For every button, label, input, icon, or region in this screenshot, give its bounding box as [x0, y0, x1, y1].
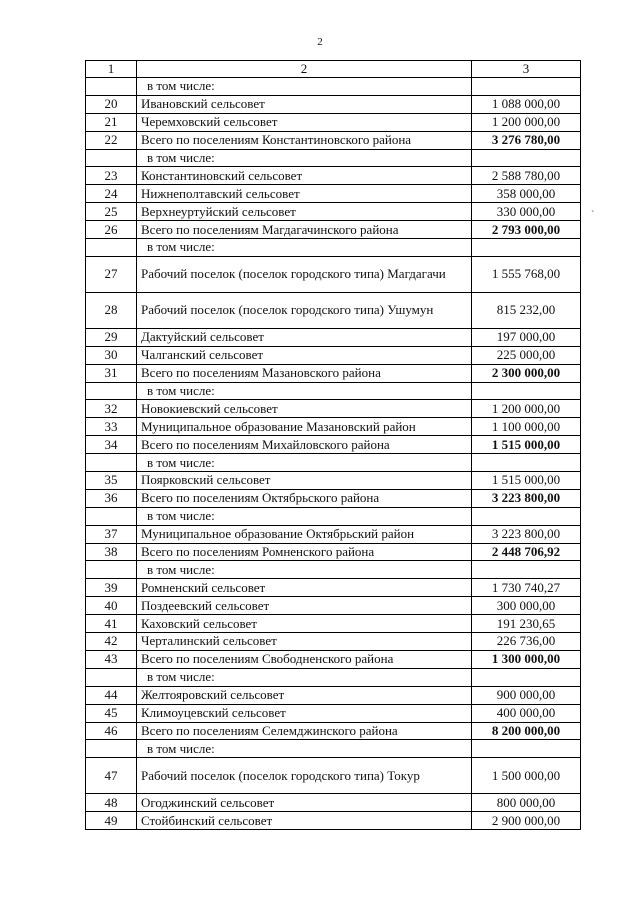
- row-amount: 3 223 800,00: [472, 489, 581, 507]
- row-amount: 358 000,00: [472, 185, 581, 203]
- table-row: [86, 722, 581, 740]
- row-number: [86, 239, 137, 257]
- row-amount: 2 588 780,00: [472, 167, 581, 185]
- table-row: [86, 758, 581, 794]
- row-amount: 1 300 000,00: [472, 650, 581, 668]
- row-number: 37: [86, 525, 137, 543]
- row-number: 31: [86, 364, 137, 382]
- row-name: Дактуйский сельсовет: [137, 328, 472, 346]
- row-name: в том числе:: [137, 740, 472, 758]
- row-amount: 225 000,00: [472, 346, 581, 364]
- row-number: 20: [86, 95, 137, 113]
- row-name: Каховский сельсовет: [137, 615, 472, 633]
- row-number: 39: [86, 579, 137, 597]
- header-col-3: 3: [472, 61, 581, 78]
- row-number: 34: [86, 436, 137, 454]
- row-number: 27: [86, 256, 137, 292]
- table-row: [86, 95, 581, 113]
- row-number: 25: [86, 203, 137, 221]
- row-name: Всего по поселениям Магдагачинского района: [137, 221, 472, 239]
- table-row: [86, 561, 581, 579]
- table-row: [86, 704, 581, 722]
- row-amount: 3 223 800,00: [472, 525, 581, 543]
- row-number: 46: [86, 722, 137, 740]
- row-name: Желтояровский сельсовет: [137, 686, 472, 704]
- table-row: [86, 436, 581, 454]
- row-amount: 2 793 000,00: [472, 221, 581, 239]
- row-name: Всего по поселениям Константиновского района: [137, 131, 472, 149]
- row-amount: 300 000,00: [472, 597, 581, 615]
- table-row: [86, 543, 581, 561]
- row-number: [86, 561, 137, 579]
- row-number: 24: [86, 185, 137, 203]
- row-amount: 1 555 768,00: [472, 256, 581, 292]
- row-name: Всего по поселениям Свободненского района: [137, 650, 472, 668]
- row-amount: 1 200 000,00: [472, 113, 581, 131]
- row-name: Константиновский сельсовет: [137, 167, 472, 185]
- row-amount: 815 232,00: [472, 292, 581, 328]
- table-row: [86, 615, 581, 633]
- settlements-table: [85, 60, 581, 830]
- row-number: 49: [86, 812, 137, 830]
- row-amount: 191 230,65: [472, 615, 581, 633]
- row-amount: [472, 239, 581, 257]
- row-amount: 8 200 000,00: [472, 722, 581, 740]
- row-amount: 1 730 740,27: [472, 579, 581, 597]
- row-name: в том числе:: [137, 454, 472, 472]
- row-name: Рабочий поселок (поселок городского типа) Магдагачи: [137, 256, 472, 292]
- table-row: [86, 650, 581, 668]
- row-amount: [472, 78, 581, 96]
- row-amount: 2 900 000,00: [472, 812, 581, 830]
- row-number: 44: [86, 686, 137, 704]
- table-row: [86, 328, 581, 346]
- row-name: Стойбинский сельсовет: [137, 812, 472, 830]
- header-col-1: 1: [86, 61, 137, 78]
- row-number: 45: [86, 704, 137, 722]
- row-name: в том числе:: [137, 382, 472, 400]
- row-number: 41: [86, 615, 137, 633]
- row-name: в том числе:: [137, 239, 472, 257]
- table-row: [86, 256, 581, 292]
- row-number: [86, 454, 137, 472]
- row-number: 43: [86, 650, 137, 668]
- row-amount: 1 500 000,00: [472, 758, 581, 794]
- table-row: [86, 525, 581, 543]
- row-name: Черемховский сельсовет: [137, 113, 472, 131]
- row-name: в том числе:: [137, 78, 472, 96]
- row-amount: 1 100 000,00: [472, 418, 581, 436]
- table-header-row: [86, 61, 581, 78]
- row-name: Муниципальное образование Октябрьский район: [137, 525, 472, 543]
- table-row: [86, 203, 581, 221]
- row-name: Всего по поселениям Ромненского района: [137, 543, 472, 561]
- row-name: Поярковский сельсовет: [137, 472, 472, 490]
- row-number: 38: [86, 543, 137, 561]
- row-number: [86, 382, 137, 400]
- table-row: [86, 292, 581, 328]
- row-number: 40: [86, 597, 137, 615]
- table-row: [86, 740, 581, 758]
- row-amount: 1 515 000,00: [472, 436, 581, 454]
- row-amount: 400 000,00: [472, 704, 581, 722]
- row-number: [86, 668, 137, 686]
- table-row: [86, 794, 581, 812]
- table-row: [86, 597, 581, 615]
- row-name: Черталинский сельсовет: [137, 633, 472, 651]
- row-amount: [472, 740, 581, 758]
- row-name: Поздеевский сельсовет: [137, 597, 472, 615]
- row-amount: 1 200 000,00: [472, 400, 581, 418]
- row-amount: 1 088 000,00: [472, 95, 581, 113]
- stray-mark: `: [591, 210, 595, 221]
- row-amount: 900 000,00: [472, 686, 581, 704]
- row-name: Муниципальное образование Мазановский район: [137, 418, 472, 436]
- row-number: 26: [86, 221, 137, 239]
- row-name: Чалганский сельсовет: [137, 346, 472, 364]
- row-number: [86, 507, 137, 525]
- row-amount: [472, 668, 581, 686]
- row-name: Климоуцевский сельсовет: [137, 704, 472, 722]
- row-amount: [472, 507, 581, 525]
- table-row: [86, 346, 581, 364]
- row-number: 28: [86, 292, 137, 328]
- row-name: Ивановский сельсовет: [137, 95, 472, 113]
- row-amount: 2 448 706,92: [472, 543, 581, 561]
- row-name: в том числе:: [137, 149, 472, 167]
- table-row: [86, 382, 581, 400]
- table-row: [86, 221, 581, 239]
- table-row: [86, 472, 581, 490]
- row-amount: [472, 454, 581, 472]
- row-name: Всего по поселениям Михайловского района: [137, 436, 472, 454]
- row-number: 23: [86, 167, 137, 185]
- row-number: 32: [86, 400, 137, 418]
- row-amount: [472, 382, 581, 400]
- row-number: [86, 149, 137, 167]
- row-number: 29: [86, 328, 137, 346]
- table-row: [86, 113, 581, 131]
- row-amount: 197 000,00: [472, 328, 581, 346]
- table-row: [86, 149, 581, 167]
- row-name: Всего по поселениям Селемджинского района: [137, 722, 472, 740]
- table-row: [86, 812, 581, 830]
- row-amount: [472, 561, 581, 579]
- table-row: [86, 185, 581, 203]
- page-number: 2: [317, 36, 323, 48]
- row-name: в том числе:: [137, 507, 472, 525]
- row-number: 47: [86, 758, 137, 794]
- row-number: 36: [86, 489, 137, 507]
- row-name: Всего по поселениям Октябрьского района: [137, 489, 472, 507]
- row-number: 30: [86, 346, 137, 364]
- table-row: [86, 686, 581, 704]
- row-name: в том числе:: [137, 561, 472, 579]
- row-number: 33: [86, 418, 137, 436]
- row-name: Новокиевский сельсовет: [137, 400, 472, 418]
- row-amount: 1 515 000,00: [472, 472, 581, 490]
- row-name: Рабочий поселок (поселок городского типа) Токур: [137, 758, 472, 794]
- row-amount: 3 276 780,00: [472, 131, 581, 149]
- row-number: [86, 78, 137, 96]
- table-row: [86, 239, 581, 257]
- row-name: Огоджинский сельсовет: [137, 794, 472, 812]
- row-name: Нижнеполтавский сельсовет: [137, 185, 472, 203]
- row-name: Верхнеуртуйский сельсовет: [137, 203, 472, 221]
- row-number: 35: [86, 472, 137, 490]
- table-row: [86, 579, 581, 597]
- row-amount: [472, 149, 581, 167]
- row-name: Ромненский сельсовет: [137, 579, 472, 597]
- row-name: Всего по поселениям Мазановского района: [137, 364, 472, 382]
- row-amount: 2 300 000,00: [472, 364, 581, 382]
- table-row: [86, 167, 581, 185]
- table-row: [86, 454, 581, 472]
- row-amount: 330 000,00: [472, 203, 581, 221]
- table-row: [86, 507, 581, 525]
- table-row: [86, 131, 581, 149]
- table-row: [86, 78, 581, 96]
- row-name: Рабочий поселок (поселок городского типа) Ушумун: [137, 292, 472, 328]
- table-row: [86, 633, 581, 651]
- row-number: 22: [86, 131, 137, 149]
- row-number: 48: [86, 794, 137, 812]
- row-name: в том числе:: [137, 668, 472, 686]
- row-number: [86, 740, 137, 758]
- table-row: [86, 418, 581, 436]
- table-row: [86, 400, 581, 418]
- row-amount: 226 736,00: [472, 633, 581, 651]
- header-col-2: 2: [137, 61, 472, 78]
- table-row: [86, 668, 581, 686]
- row-number: 42: [86, 633, 137, 651]
- table-row: [86, 364, 581, 382]
- table-row: [86, 489, 581, 507]
- row-number: 21: [86, 113, 137, 131]
- row-amount: 800 000,00: [472, 794, 581, 812]
